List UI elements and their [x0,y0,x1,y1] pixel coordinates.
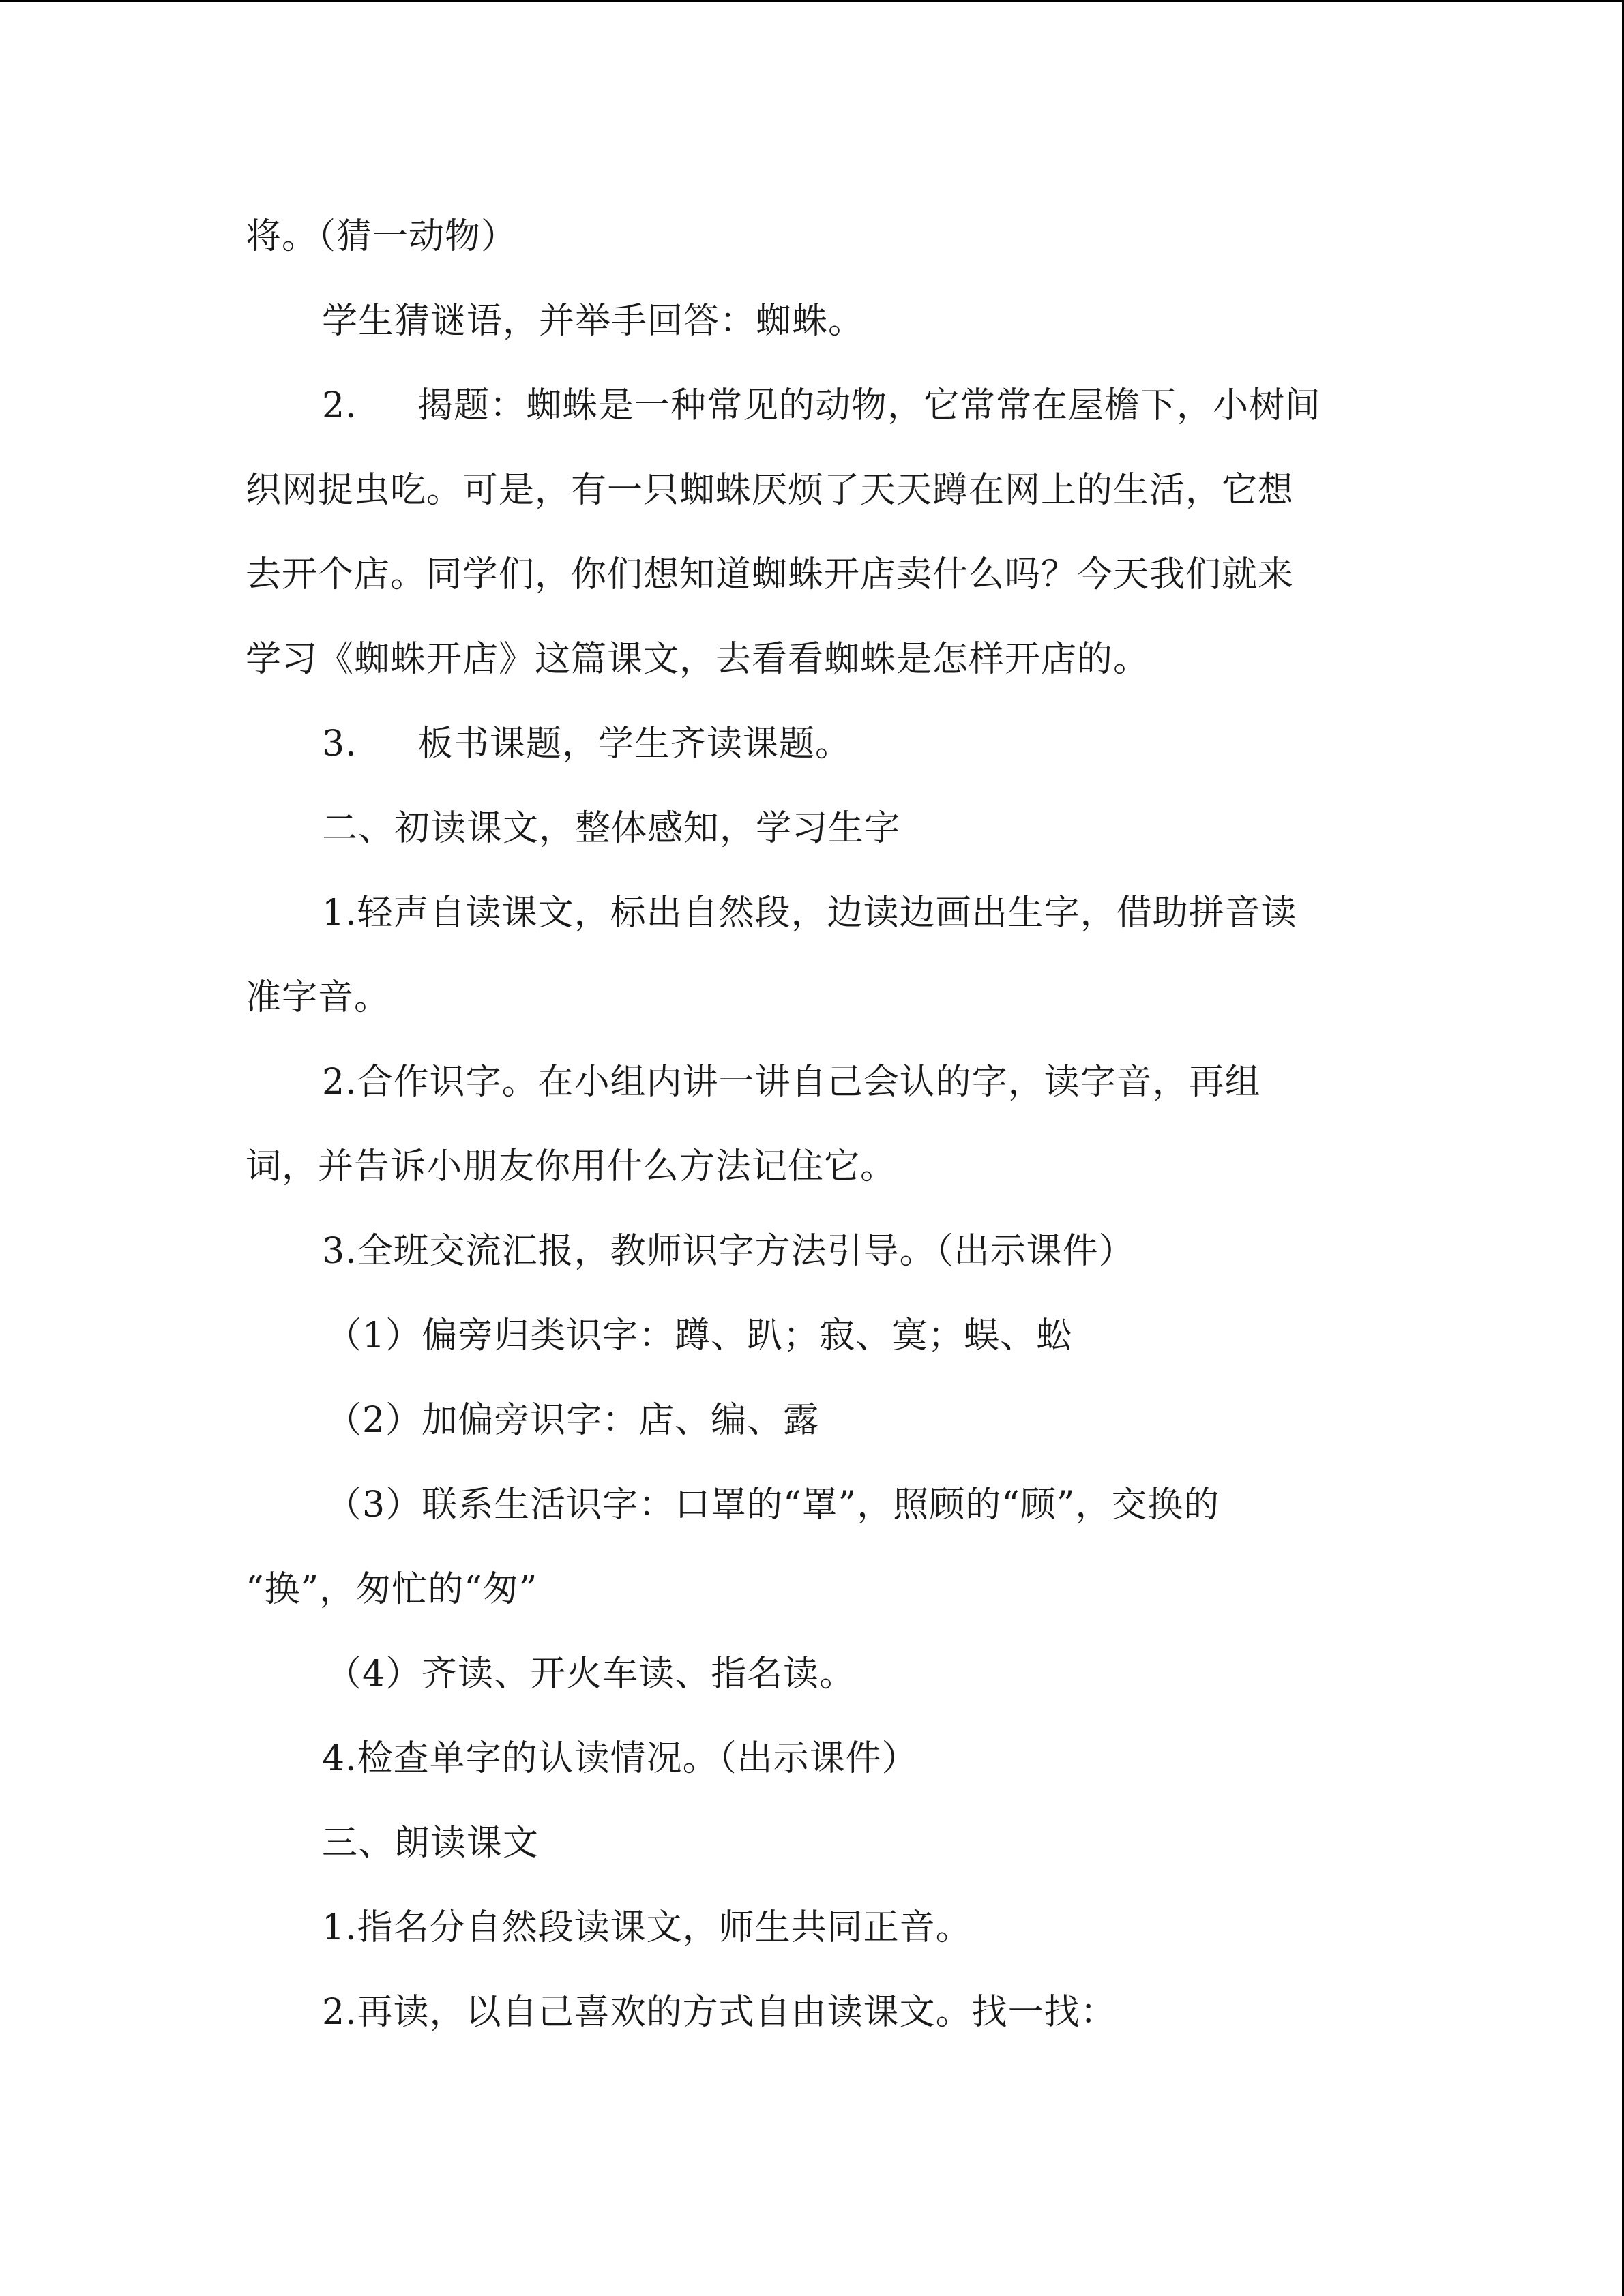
text-line: 2.再读，以自己喜欢的方式自由读课文。找一找： [322,1992,1117,2033]
text-line: “换”，匆忙的“匆” [246,1569,538,1610]
text-line: 揭题：蜘蛛是一种常见的动物，它常常在屋檐下，小树间 [417,385,1322,426]
text-line: 将。（猜一动物） [246,216,518,257]
text-line: 词，并告诉小朋友你用什么方法记住它。 [246,1146,897,1187]
text-line: （3）联系生活识字：口罩的“罩”，照顾的“顾”，交换的 [326,1485,1220,1525]
text-line: 3.全班交流汇报，教师识字方法引导。（出示课件） [322,1231,1135,1272]
section-heading: 三、朗读课文 [322,1823,540,1864]
page-top-border [0,0,1624,2]
list-number: 3. [322,724,357,764]
text-line: 学生猜谜语，并举手回答：蜘蛛。 [322,301,865,342]
text-line: 去开个店。同学们，你们想知道蜘蛛开店卖什么吗？今天我们就来 [246,554,1295,595]
text-line: （1）偏旁归类识字：蹲、趴；寂、寞；蜈、蚣 [326,1315,1073,1356]
text-line: 板书课题，学生齐读课题。 [417,724,852,764]
text-line: 学习《蜘蛛开店》这篇课文，去看看蜘蛛是怎样开店的。 [246,639,1150,680]
text-line: 准字音。 [246,977,391,1018]
list-number: 2. [322,385,357,426]
text-line: 1.指名分自然段读课文，师生共同正音。 [322,1907,972,1948]
text-line: 2.合作识字。在小组内讲一讲自己会认的字，读字音，再组 [322,1062,1261,1103]
text-line: （2）加偏旁识字：店、编、露 [326,1400,820,1441]
document-page [246,194,1378,2055]
text-line: （4）齐读、开火车读、指名读。 [326,1654,856,1695]
section-heading: 二、初读课文，整体感知，学习生字 [322,808,901,849]
text-line: 织网捉虫吃。可是，有一只蜘蛛厌烦了天天蹲在网上的生活，它想 [246,470,1295,511]
numbered-line [246,702,1378,786]
text-line: 1.轻声自读课文，标出自然段，边读边画出生字，借助拼音读 [322,893,1297,934]
text-line: 4.检查单字的认读情况。（出示课件） [322,1738,918,1779]
numbered-line [246,363,1378,448]
